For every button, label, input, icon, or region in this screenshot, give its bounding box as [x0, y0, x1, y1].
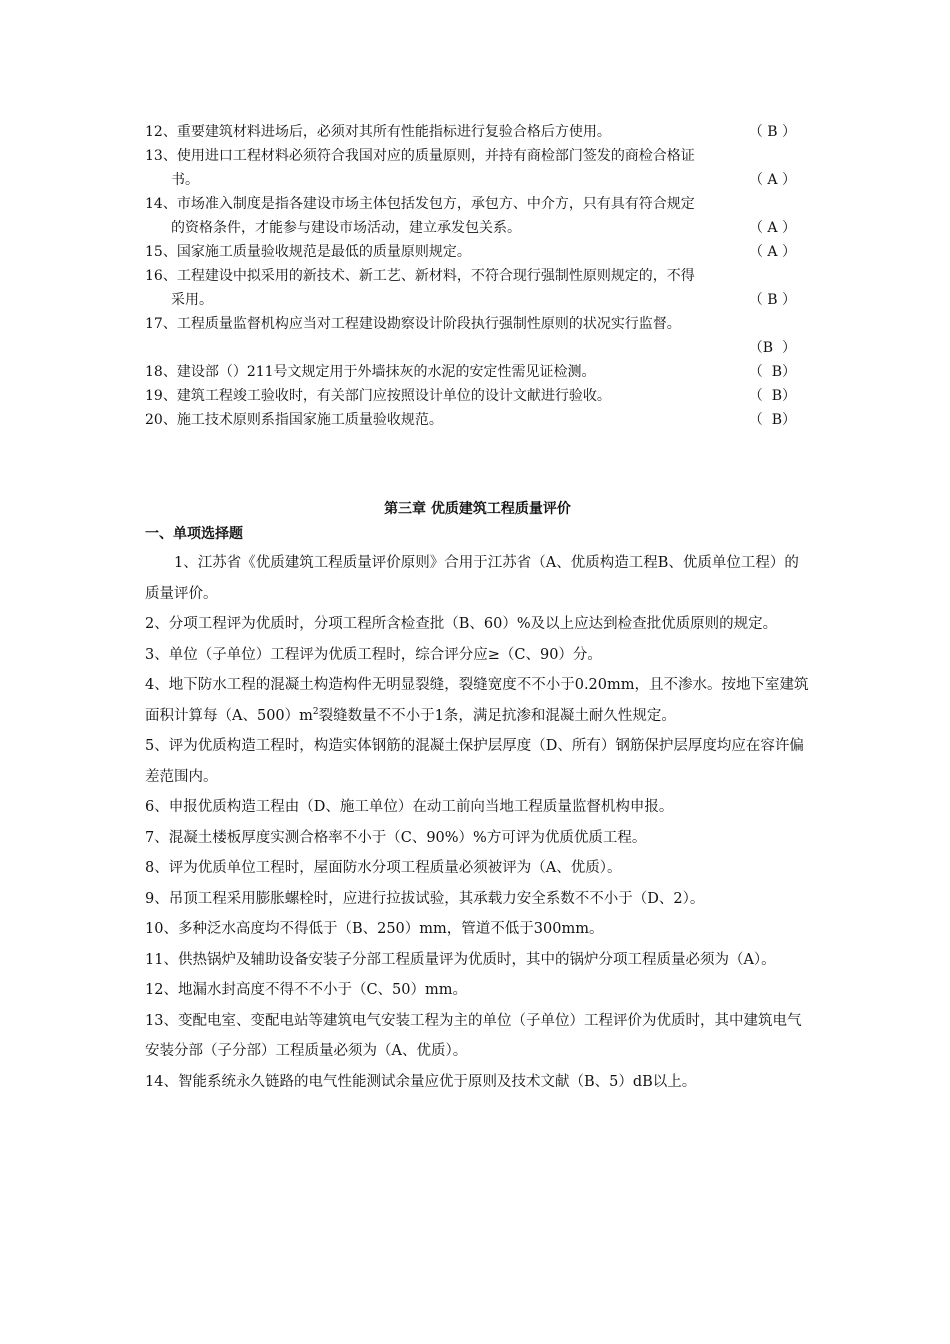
tf-question: 13、使用进口工程材料必须符合我国对应的质量原则，并持有商检部门签发的商检合格证 — [145, 148, 695, 164]
tf-question-cont: 采用。 — [171, 292, 213, 308]
tf-question: 18、建设部（）211号文规定用于外墙抹灰的水泥的安定性需见证检测。 — [145, 364, 596, 380]
tf-question: 12、重要建筑材料进场后，必须对其所有性能指标进行复验合格后方使用。 — [145, 124, 611, 140]
tf-question: 14、市场准入制度是指各建设市场主体包括发包方，承包方、中介方，只有具有符合规定 — [145, 196, 695, 212]
mc-item-2: 2、分项工程评为优质时，分项工程所含检查批（B、60）%及以上应达到检查批优质原则的规定。 — [145, 616, 778, 632]
mc-item-1: 1、江苏省《优质建筑工程质量评价原则》合用于江苏省（A、优质构造工程B、优质单位工程）的质量评价。 — [145, 555, 799, 602]
tf-item-20 — [145, 408, 810, 432]
mc-item-12: 12、地漏水封高度不得不不小于（C、50）mm。 — [145, 982, 467, 998]
tf-question: 17、工程质量监督机构应当对工程建设勘察设计阶段执行强制性原则的状况实行监督。 — [145, 316, 681, 332]
superscript: 2 — [312, 706, 319, 717]
tf-answer: （B ） — [748, 340, 796, 356]
mc-item-8: 8、评为优质单位工程时，屋面防水分项工程质量必须被评为（A、优质）。 — [145, 860, 622, 876]
mc-item-3: 3、单位（子单位）工程评为优质工程时，综合评分应≥（C、90）分。 — [145, 646, 602, 663]
mc-item-10: 10、多种泛水高度均不得低于（B、250）mm，管道不低于300mm。 — [145, 921, 604, 937]
tf-item-17 — [145, 312, 810, 360]
mc-item-4-part-a: 4、地下防水工程的混凝土构造构件无明显裂缝，裂缝宽度不不小于0.20mm，且不渗水。按地下室建筑面积计算每（A、500）m — [145, 677, 809, 724]
tf-answer: （ A ） — [748, 172, 796, 188]
tf-answer: （ B ） — [748, 292, 796, 308]
mc-item-11: 11、供热锅炉及辅助设备安装子分部工程质量评为优质时，其中的锅炉分项工程质量必须为（A）。 — [145, 951, 776, 968]
mc-item-6: 6、申报优质构造工程由（D、施工单位）在动工前向当地工程质量监督机构申报。 — [145, 799, 674, 815]
tf-item-15 — [145, 240, 810, 264]
tf-question-cont: 书。 — [171, 172, 199, 188]
mc-item-4-part-b: 裂缝数量不不小于1条，满足抗渗和混凝土耐久性规定。 — [318, 707, 676, 724]
tf-answer: （ B） — [748, 388, 796, 404]
tf-answer: （ B） — [748, 364, 796, 380]
tf-question: 16、工程建设中拟采用的新技术、新工艺、新材料，不符合现行强制性原则规定的，不得 — [145, 268, 695, 284]
section-title: 一、单项选择题 — [145, 526, 243, 542]
tf-item-14 — [145, 192, 810, 240]
tf-answer: （ B） — [748, 412, 796, 428]
mc-item-7: 7、混凝土楼板厚度实测合格率不小于（C、90%）%方可评为优质优质工程。 — [145, 829, 647, 846]
chapter-title: 第三章 优质建筑工程质量评价 — [384, 501, 571, 517]
tf-question: 20、施工技术原则系指国家施工质量验收规范。 — [145, 412, 443, 428]
multiple-choice-list — [145, 548, 810, 1097]
tf-item-13 — [145, 144, 810, 192]
mc-item-14: 14、智能系统永久链路的电气性能测试余量应优于原则及技术文献（B、5）dB以上。 — [145, 1073, 697, 1090]
tf-answer: （ A ） — [748, 244, 796, 260]
tf-question-cont: 的资格条件，才能参与建设市场活动，建立承发包关系。 — [171, 220, 521, 236]
tf-item-16 — [145, 264, 810, 312]
mc-item-4 — [145, 670, 810, 731]
true-false-list — [145, 120, 810, 432]
tf-question: 15、国家施工质量验收规范是最低的质量原则规定。 — [145, 244, 471, 260]
tf-answer: （ A ） — [748, 220, 796, 236]
mc-item-9: 9、吊顶工程采用膨胀螺栓时，应进行拉拔试验，其承载力安全系数不不小于（D、2）。 — [145, 890, 705, 907]
tf-item-12 — [145, 120, 810, 144]
tf-item-18 — [145, 360, 810, 384]
mc-item-13: 13、变配电室、变配电站等建筑电气安装工程为主的单位（子单位）工程评价为优质时，其中建筑电气安装分部（子分部）工程质量必须为（A、优质）。 — [145, 1012, 802, 1059]
tf-answer: （ B ） — [748, 124, 796, 140]
mc-item-5: 5、评为优质构造工程时，构造实体钢筋的混凝土保护层厚度（D、所有）钢筋保护层厚度均应在容许偏差范围内。 — [145, 738, 804, 785]
tf-question: 19、建筑工程竣工验收时，有关部门应按照设计单位的设计文献进行验收。 — [145, 388, 611, 404]
tf-item-19 — [145, 384, 810, 408]
